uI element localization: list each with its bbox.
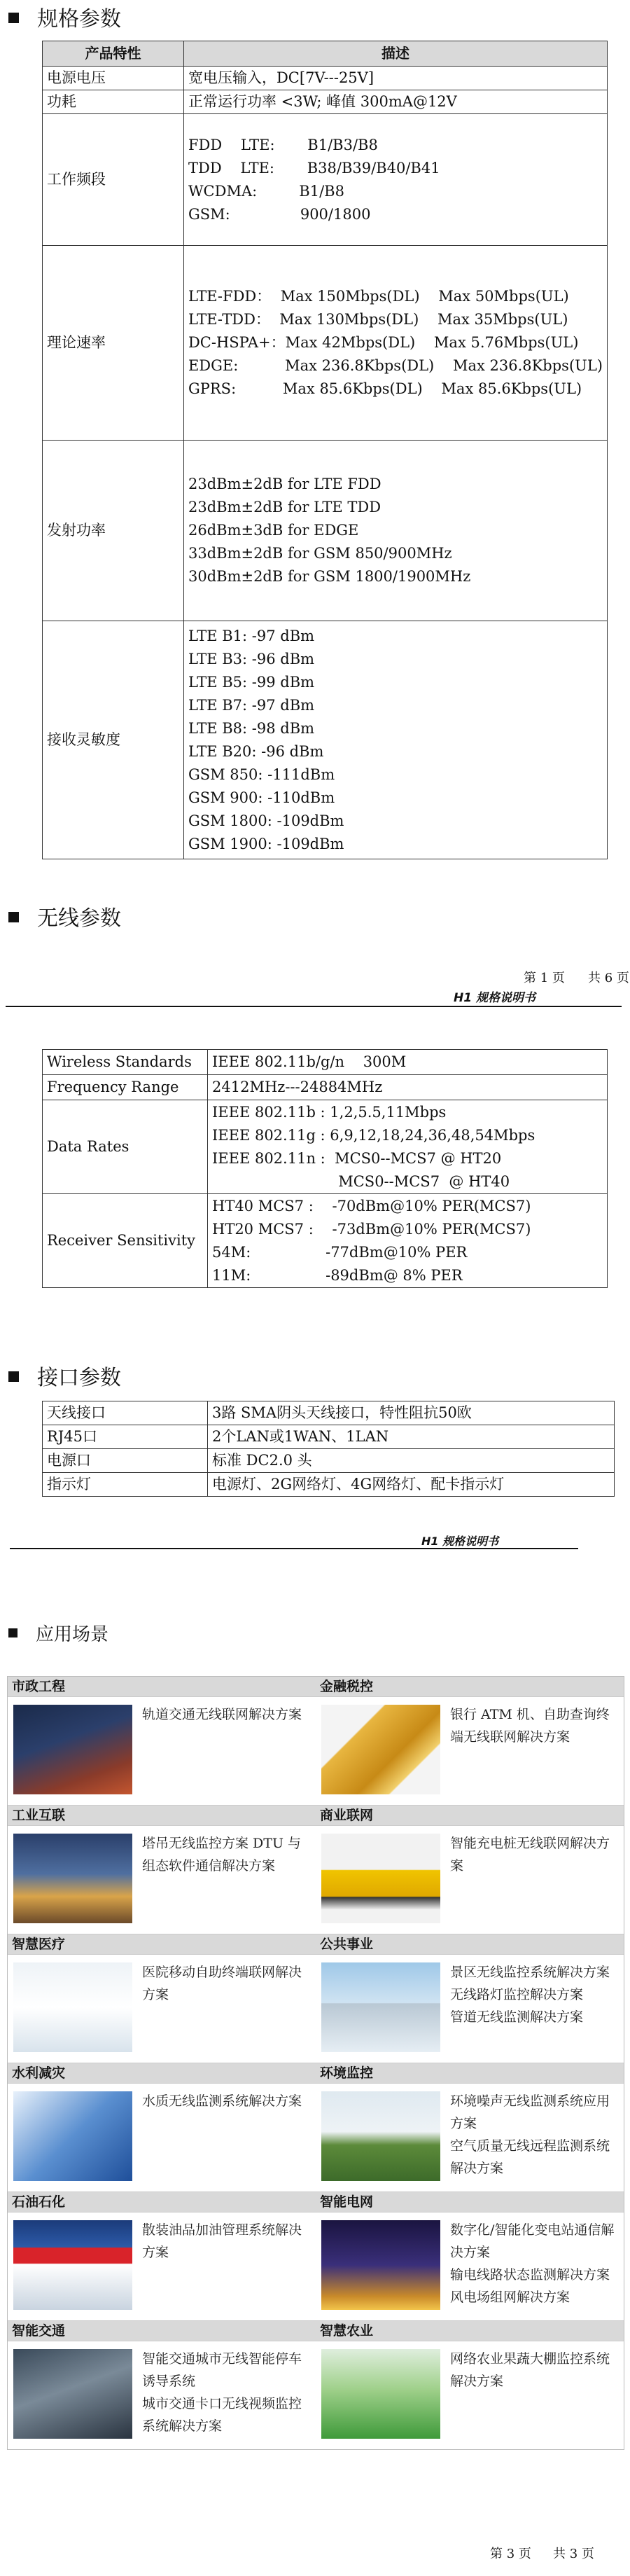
value-line: HT20 MCS7 : -73dBm@10% PER(MCS7) [212,1220,531,1238]
spec-row-label: 电源电压 [43,67,184,90]
section-title-wireless: 无线参数 [8,901,121,932]
value-line: GSM 1800: -109dBm [188,812,344,829]
application-row [8,1934,624,2063]
highway-image [13,2349,132,2439]
application-title: 公共事业 [316,1934,624,1955]
wireless-row-label: Frequency Range [43,1075,208,1100]
spec-row-value [183,114,607,246]
doc-title-footer-2: H1 规格说明书 [421,1535,499,1548]
value-line: GSM 850: -111dBm [188,766,335,783]
iface-row-value: 2个LAN或1WAN、1LAN [208,1425,615,1449]
gold-bar-image [321,1705,440,1794]
greenhouse-image [321,2349,440,2439]
value-line: LTE B8: -98 dBm [188,719,315,737]
application-description: 数字化/智能化变电站通信解决方案 输电线路状态监测解决方案 风电场组网解决方案 [450,2222,615,2305]
wireless-row-value [208,1075,608,1100]
application-card [8,1677,316,1805]
wireless-row-value [208,1194,608,1288]
spec-row-value [183,246,607,441]
application-description: 智能交通城市无线智能停车诱导系统 城市交通卡口无线视频监控系统解决方案 [142,2351,302,2434]
application-title: 环境监控 [316,2063,624,2084]
application-description: 银行 ATM 机、自助查询终端无线联网解决方案 [450,1707,610,1745]
iface-row-value: 电源灯、2G网络灯、4G网络灯、配卡指示灯 [208,1473,615,1497]
application-row [8,2321,624,2449]
section-title-spec: 规格参数 [8,1,121,32]
iface-row-value: 标准 DC2.0 头 [208,1449,615,1473]
section-title-apps: 应用场景 [8,1620,108,1646]
wireless-table [42,1049,608,1288]
spec-table [42,41,608,859]
value-line: GSM 1900: -109dBm [188,835,344,852]
value-line: GSM 900: -110dBm [188,789,335,806]
value-line: FDD LTE: B1/B3/B8 [188,136,378,153]
weather-station-image [321,2091,440,2181]
value-line: EDGE: Max 236.8Kbps(DL) Max 236.8Kbps(UL) [188,357,603,374]
footer-divider [6,1006,622,1007]
road-lamp-image [13,1705,132,1794]
value-line: DC-HSPA+：Max 42Mbps(DL) Max 5.76Mbps(UL) [188,334,579,351]
application-card [8,2063,316,2191]
value-line: IEEE 802.11b/g/n 300M [212,1053,407,1070]
application-title: 智慧农业 [316,2321,624,2341]
application-title: 石油石化 [8,2192,316,2213]
application-card [316,2321,624,2449]
application-card [8,2192,316,2320]
footer-divider-2 [10,1548,578,1549]
page-number-3: 第 3 页 [490,2547,531,2561]
value-line: IEEE 802.11g : 6,9,12,18,24,36,48,54Mbps [212,1126,536,1144]
value-line: 2412MHz---24884MHz [212,1079,383,1095]
application-description: 医院移动自助终端联网解决方案 [142,1965,302,2002]
iface-row-label: RJ45口 [43,1425,208,1449]
page-total-3: 共 3 页 [553,2547,594,2561]
spec-header-feature: 产品特性 [43,41,184,67]
application-card [8,1806,316,1934]
iface-row-value: 3路 SMA阴头天线接口，特性阻抗50欧 [208,1401,615,1425]
power-grid-image [321,2220,440,2310]
value-line: GSM: 900/1800 [188,205,371,223]
application-description: 塔吊无线监控方案 DTU 与组态软件通信解决方案 [142,1836,301,1874]
spec-row-label: 理论速率 [43,246,184,441]
application-row [8,2063,624,2192]
application-title: 工业互联 [8,1806,316,1826]
spec-row-label: 功耗 [43,90,184,114]
application-description: 轨道交通无线联网解决方案 [142,1707,302,1722]
value-line: MCS0--MCS7 @ HT40 [212,1172,510,1190]
value-line: LTE-TDD： Max 130Mbps(DL) Max 35Mbps(UL) [188,311,568,328]
value-line: 26dBm±3dB for EDGE [188,522,359,539]
value-line: 33dBm±2dB for GSM 850/900MHz [188,545,452,562]
value-line: LTE B20: -96 dBm [188,742,324,760]
spec-row-label: 发射功率 [43,441,184,621]
application-title: 市政工程 [8,1677,316,1697]
section-title-interface: 接口参数 [8,1360,121,1391]
stadium-image [321,1962,440,2052]
application-card [316,1934,624,2063]
iface-row-label: 指示灯 [43,1473,208,1497]
spec-row-value [183,90,607,114]
doc-title-footer: H1 规格说明书 [454,991,536,1005]
value-line: 正常运行功率 <3W; 峰值 300mA@12V [188,93,457,110]
application-description: 景区无线监控系统解决方案 无线路灯监控解决方案 管道无线监测解决方案 [450,1965,610,2025]
value-line: 23dBm±2dB for LTE TDD [188,499,382,515]
spec-row-label: 接收灵敏度 [43,621,184,859]
ev-charging-image [321,1834,440,1923]
application-card [316,1677,624,1805]
value-line: IEEE 802.11b : 1,2,5.5,11Mbps [212,1103,447,1121]
value-line: HT40 MCS7 : -70dBm@10% PER(MCS7) [212,1197,531,1214]
industrial-plant-image [13,1834,132,1923]
spec-header-desc: 描述 [183,41,607,67]
application-card [316,1806,624,1934]
bullet-square-icon [8,1628,18,1637]
value-line: TDD LTE: B38/B39/B40/B41 [188,159,440,176]
page-number: 第 1 页 [524,971,565,985]
application-title: 智慧医疗 [8,1934,316,1955]
gas-station-image [13,2220,132,2310]
application-description: 散装油品加油管理系统解决方案 [142,2222,302,2260]
spec-row-label: 工作频段 [43,114,184,246]
application-row [8,2192,624,2321]
application-title: 水利减灾 [8,2063,316,2084]
application-description: 水质无线监测系统解决方案 [142,2093,302,2109]
value-line: 11M: -89dBm@ 8% PER [212,1266,463,1284]
medical-staff-image [13,1962,132,2052]
value-line: 54M: -77dBm@10% PER [212,1243,468,1261]
wireless-row-label: Data Rates [43,1100,208,1194]
spec-row-value [183,441,607,621]
value-line: LTE B7: -97 dBm [188,696,315,714]
iface-row-label: 天线接口 [43,1401,208,1425]
value-line: GPRS: Max 85.6Kbps(DL) Max 85.6Kbps(UL) [188,380,582,397]
page-total: 共 6 页 [588,971,629,985]
application-card [8,2321,316,2449]
spec-row-value [183,621,607,859]
application-row [8,1806,624,1934]
value-line: 宽电压输入，DC[7V---25V] [188,69,374,86]
application-description: 智能充电桩无线联网解决方案 [450,1836,610,1874]
water-building-image [13,2091,132,2181]
value-line: LTE-FDD： Max 150Mbps(DL) Max 50Mbps(UL) [188,288,569,305]
bullet-square-icon [8,912,19,922]
value-line: IEEE 802.11n : MCS0--MCS7 @ HT20 [212,1149,502,1167]
iface-row-label: 电源口 [43,1449,208,1473]
value-line: 30dBm±2dB for GSM 1800/1900MHz [188,568,471,585]
value-line: WCDMA: B1/B8 [188,182,344,200]
wireless-row-label: Receiver Sensitivity [43,1194,208,1288]
application-title: 商业联网 [316,1806,624,1826]
interface-table [42,1401,615,1497]
spec-row-value [183,67,607,90]
application-description: 环境噪声无线监测系统应用方案 空气质量无线远程监测系统解决方案 [450,2093,610,2176]
application-description: 网络农业果蔬大棚监控系统解决方案 [450,2351,610,2389]
value-line: LTE B3: -96 dBm [188,650,315,667]
application-title: 智能交通 [8,2321,316,2341]
bullet-square-icon [8,13,19,23]
application-card [316,2192,624,2320]
wireless-row-value [208,1100,608,1194]
wireless-row-value [208,1050,608,1075]
application-title: 智能电网 [316,2192,624,2213]
application-card [8,1934,316,2063]
application-row [8,1677,624,1806]
value-line: 23dBm±2dB for LTE FDD [188,476,382,492]
wireless-row-label: Wireless Standards [43,1050,208,1075]
value-line: LTE B5: -99 dBm [188,673,315,691]
application-title: 金融税控 [316,1677,624,1697]
application-card [316,2063,624,2191]
value-line: LTE B1: -97 dBm [188,627,315,644]
application-grid [7,1676,624,2450]
bullet-square-icon [8,1371,19,1382]
